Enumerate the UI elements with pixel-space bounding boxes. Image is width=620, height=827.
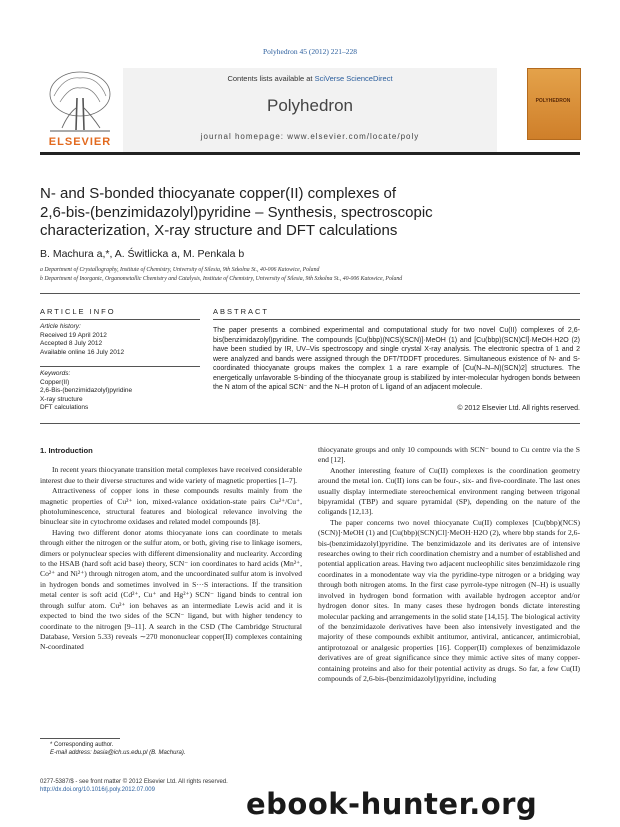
history-label: Article history: <box>40 323 81 330</box>
author-email[interactable]: E-mail address: basia@ich.us.edu.pl (B. Machura). <box>50 750 186 756</box>
abstract-rule <box>213 319 580 320</box>
title-line: 2,6-bis-(benzimidazolyl)pyridine – Synthesis, spectroscopic <box>40 203 433 221</box>
history-item: Received 19 April 2012 <box>40 331 107 339</box>
abstract-text: The paper presents a combined experimental and computational study for two novel Cu(II) complexes of 2,6-bis(benzimidazolyl)pyridine. The compounds [Cu(bbp)(NCS)(SCN)]·MeOH (1) and [Cu(bbp)(SCN)Cl]·MeOH·H2O (2) have been studied by IR, UV–Vis spectroscopy and single crystal X-ray analysis. The electronic spectra of 1 and 2 were analyzed and bands were assigned through the DFT/TDDFT procedures. Simultaneous existence of N- and S-coordinated thiocyanate groups makes the complex 1 a rare example of [Cu(N–N–N)(SCN)2] structures. The energetically unfavorable S-binding of the thiocyanate group is stabilized by inter-molecular hydrogen bonds between the N atom of the apical SCN⁻ and the N–H proton of L ligand of an adjacent molecule. <box>213 327 580 391</box>
body-paragraph: The paper concerns two novel thiocyanate Cu(II) complexes [Cu(bbp)(NCS)(SCN)]·MeOH (1) and [Cu(bbp)(SCN)Cl]·MeOH·H2O (2), where bbp stands for 2,6-bis-(benzimidazolyl)pyridine. The benzimidazole and its derivates are of intensive researches owing to their rich coordination chemistry and a number of established and potential application areas. Having two adjacent nucleophilic sites benzimidazole ring coordinates in a monodentate way via the pyridine-type nitrogen or a bridging way through both nitrogen atoms. In the first case pyrrole-type nitrogen (N–H) is usually involved in hydrogen bond formation with available hydrogen acceptor and/or hydrogen donor sites. In many cases these hydrogen bonds dictate interesting molecular packing and arrangements in the solid state [14,15]. The biological activity of the benzimidazole derivatives have been also intensively investigated and the majority of these compounds exhibit antitumor, antiviral, anticancer, antimicrobial, antiprotozoal or analgesic properties [16]. Copper(II) complexes of benzimidazole derivatives are of great significance since they mimic active sites of many copper-containing proteins and also for their potential activity as drugs. So far, a few Cu(II) compounds of 2,6-bis-(benzimidazolyl)pyridine, including <box>318 517 580 683</box>
body-paragraph: Another interesting feature of Cu(II) complexes is the coordination geometry around the metal ion. Cu(II) ions can be four-, six- and five-coordinate. The last ones usually display intermediate stereochemical environment ranging between trigonal bipyramidal (TBP) and square pyramidal (SP), depending on the nature of the coligands [12,13]. <box>318 465 580 517</box>
footnote-rule <box>40 738 120 739</box>
article-history <box>40 323 200 357</box>
header-rule <box>40 152 580 155</box>
watermark-text: ebook-hunter.org <box>246 787 538 821</box>
affiliation-a: a Department of Crystallography, Institute of Chemistry, University of Silesia, 9th Szkolna St., 40-006 Katowice, Poland <box>40 267 320 273</box>
article-info-rule <box>40 319 200 320</box>
keywords-rule <box>40 366 200 367</box>
sciencedirect-link[interactable]: SciVerse ScienceDirect <box>314 74 393 83</box>
keyword: DFT calculations <box>40 404 89 412</box>
title-line: N- and S-bonded thiocyanate copper(II) complexes of <box>40 185 397 202</box>
article-info-label: ARTICLE INFO <box>40 307 116 316</box>
title-line: characterization, X-ray structure and DFT calculations <box>40 222 398 239</box>
left-column <box>40 446 302 653</box>
doi-link[interactable]: http://dx.doi.org/10.1016/j.poly.2012.07.009 <box>40 787 155 793</box>
publisher-wordmark: ELSEVIER <box>48 136 112 148</box>
body-paragraph: thiocyanate groups and only 10 compounds with SCN⁻ bound to Cu centre via the S end [12]. <box>318 445 580 465</box>
keyword: Copper(II) <box>40 378 70 386</box>
body-paragraph: Having two different donor atoms thiocyanate ions can coordinate to metals through either the nitrogen or the sulfur atom, or both, giving rise to linkage isomers, dimers or polynuclear species with different dimensionality and nuclearity. According to the HSAB (hard soft acid base) theory, SCN⁻ ion coordinates to hard acids (Mn²⁺, Co²⁺ and Ni²⁺) through nitrogen atom, and the uncoordinated sulfur atom is involved in hydrogen bonds and sometimes involved in S···S interactions. If the transition metal center is soft acid (Cd²⁺, Cu⁺ and Hg²⁺) SCN⁻ ligand binds to central ion through sulfur atom. Cu²⁺ ion behaves as an intermediate Lewis acid and it is expected to bind the two sides of the SCN⁻ ligand, but with higher tendency to coordinate to the nitrogen [9–11]. A search in the CSD (The Cambridge Structural Database, Version 5.33) reveals ∼270 mononuclear copper(II) complexes containing N-coordinated <box>40 527 302 652</box>
keyword: X-ray structure <box>40 395 83 403</box>
body-paragraph: In recent years thiocyanate transition metal complexes have received considerable interest due to their diverse structures and wide variety of magnetic properties [1–7]. <box>40 465 302 485</box>
abstract-label: ABSTRACT <box>213 307 270 316</box>
right-column <box>318 445 580 684</box>
journal-citation: Polyhedron 45 (2012) 221–228 <box>263 47 357 56</box>
history-item: Accepted 8 July 2012 <box>40 340 103 348</box>
contents-line <box>123 74 497 83</box>
keywords-label: Keywords: <box>40 370 71 377</box>
body-paragraph: Attractiveness of copper ions in these compounds results mainly from the magnetic properties of Cu²⁺ ion, mixed-valance oxidation-state pairs Cu²⁺/Cu⁺, photoluminescence, structural features and biological relevance involving the binuclear site in cytochrome oxidases and related model compounds [8]. <box>40 486 302 527</box>
footnote-corresponding <box>50 741 300 757</box>
keywords-block <box>40 370 200 413</box>
issn-line: 0277-5387/$ - see front matter © 2012 Elsevier Ltd. All rights reserved. <box>40 779 228 785</box>
section-divider <box>40 293 580 294</box>
section-heading-introduction: 1. Introduction <box>40 446 93 455</box>
history-item: Available online 16 July 2012 <box>40 348 125 356</box>
corresponding-author: * Corresponding author. <box>50 742 114 748</box>
abstract-bottom-rule <box>40 423 580 424</box>
keyword: 2,6-Bis-(benzimidazolyl)pyridine <box>40 387 133 395</box>
journal-cover-thumbnail <box>527 68 581 140</box>
abstract-copyright: © 2012 Elsevier Ltd. All rights reserved. <box>457 405 580 412</box>
journal-name: Polyhedron <box>266 96 353 115</box>
cover-title: POLYHEDRON <box>535 98 571 104</box>
journal-homepage[interactable]: journal homepage: www.elsevier.com/locate/poly <box>200 132 420 141</box>
affiliation-b: b Department of Inorganic, Organometallic Chemistry and Catalysis, Institute of Chemistry, University of Silesia, 9th Szkolna St., 40-006 Katowice, Poland <box>40 276 403 282</box>
contents-prefix: Contents lists available at <box>227 74 315 83</box>
author-list: B. Machura a,*, A. Świtlicka a, M. Penkala b <box>40 248 245 260</box>
article-title <box>40 185 600 241</box>
